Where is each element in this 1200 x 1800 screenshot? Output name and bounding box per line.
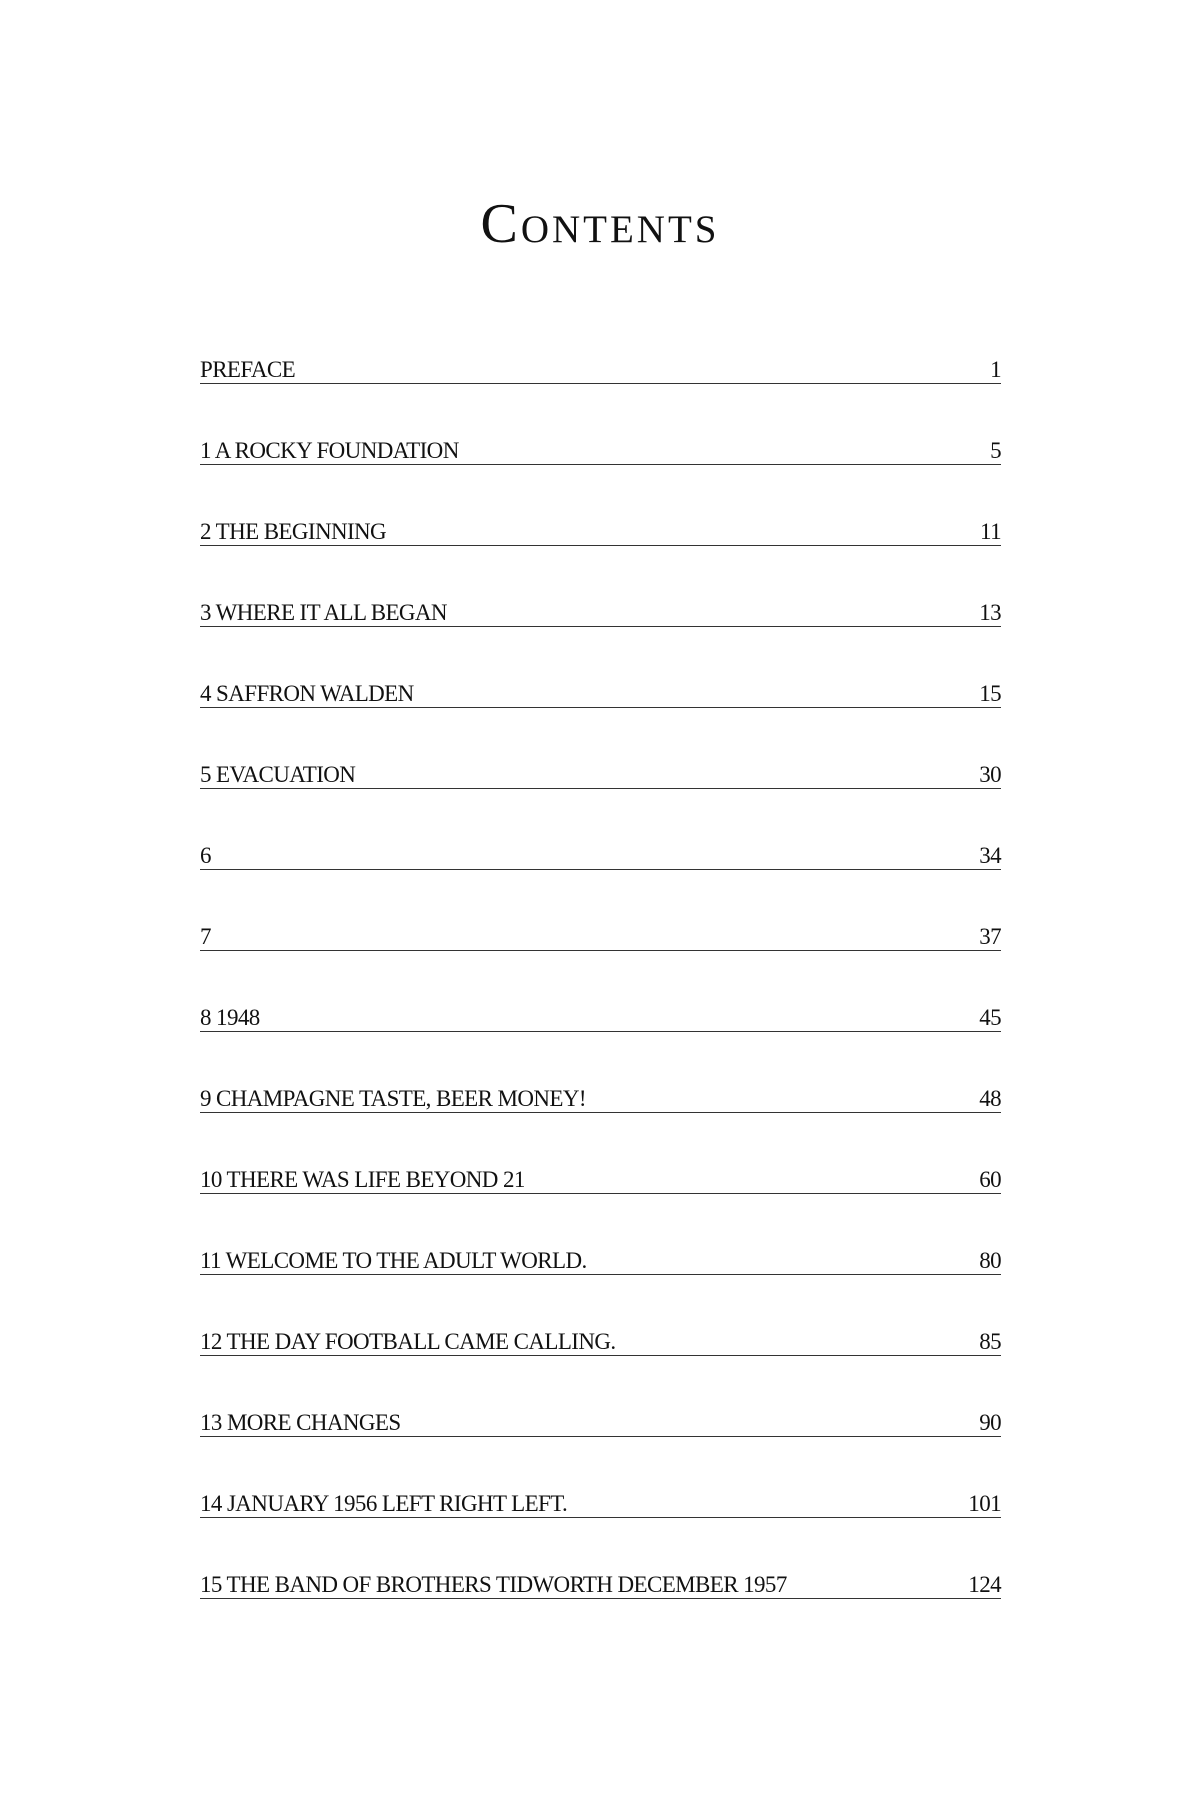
toc-entry-page: 80 [979,1248,1001,1273]
toc-entry-title: 15 THE BAND OF BROTHERS TIDWORTH DECEMBER 1957 [200,1573,787,1596]
toc-entry[interactable] [200,907,1001,988]
toc-entry[interactable] [200,583,1001,664]
toc-row[interactable] [200,433,1001,465]
table-of-contents [200,340,1001,1636]
toc-entry[interactable] [200,1474,1001,1555]
toc-row[interactable] [200,595,1001,627]
toc-entry[interactable] [200,1231,1001,1312]
toc-entry[interactable] [200,745,1001,826]
toc-entry[interactable] [200,1150,1001,1231]
toc-entry-page: 101 [968,1491,1001,1516]
toc-row[interactable] [200,1000,1001,1032]
toc-entry[interactable] [200,502,1001,583]
toc-entry[interactable] [200,1069,1001,1150]
toc-entry[interactable] [200,988,1001,1069]
toc-entry-title: 2 THE BEGINNING [200,520,387,543]
toc-row[interactable] [200,1162,1001,1194]
toc-entry[interactable] [200,826,1001,907]
toc-entry[interactable] [200,421,1001,502]
toc-entry-page: 45 [979,1005,1001,1030]
toc-entry[interactable] [200,1393,1001,1474]
toc-row[interactable] [200,757,1001,789]
toc-entry-title: 11 WELCOME TO THE ADULT WORLD. [200,1249,587,1272]
toc-entry-page: 13 [979,600,1001,625]
toc-entry-title: 12 THE DAY FOOTBALL CAME CALLING. [200,1330,616,1353]
toc-entry[interactable] [200,1555,1001,1636]
toc-row[interactable] [200,1405,1001,1437]
toc-entry-title: 10 THERE WAS LIFE BEYOND 21 [200,1168,525,1191]
toc-entry-title: 5 EVACUATION [200,763,356,786]
toc-entry-title: 3 WHERE IT ALL BEGAN [200,601,447,624]
toc-entry-title: 6 [200,844,211,867]
toc-entry-page: 60 [979,1167,1001,1192]
toc-entry-title: 1 A ROCKY FOUNDATION [200,439,459,462]
toc-entry-page: 1 [990,357,1001,382]
toc-entry[interactable] [200,664,1001,745]
toc-row[interactable] [200,1324,1001,1356]
toc-entry-page: 30 [979,762,1001,787]
toc-row[interactable] [200,676,1001,708]
toc-entry-title: 9 CHAMPAGNE TASTE, BEER MONEY! [200,1087,586,1110]
page-title: Contents [480,193,720,255]
toc-row[interactable] [200,352,1001,384]
toc-entry-page: 124 [968,1572,1001,1597]
toc-entry-page: 48 [979,1086,1001,1111]
toc-entry-title: 14 JANUARY 1956 LEFT RIGHT LEFT. [200,1492,568,1515]
toc-entry[interactable] [200,340,1001,421]
toc-entry-title: PREFACE [200,358,296,381]
toc-entry-page: 11 [980,519,1001,544]
toc-entry-page: 37 [979,924,1001,949]
toc-entry-title: 4 SAFFRON WALDEN [200,682,414,705]
toc-entry-page: 90 [979,1410,1001,1435]
toc-row[interactable] [200,1486,1001,1518]
toc-row[interactable] [200,838,1001,870]
toc-entry-title: 7 [200,925,211,948]
toc-entry-title: 8 1948 [200,1006,260,1029]
toc-row[interactable] [200,919,1001,951]
toc-entry-page: 34 [979,843,1001,868]
toc-row[interactable] [200,1243,1001,1275]
toc-entry-page: 5 [990,438,1001,463]
toc-entry[interactable] [200,1312,1001,1393]
toc-row[interactable] [200,1567,1001,1599]
toc-entry-title: 13 MORE CHANGES [200,1411,401,1434]
toc-entry-page: 85 [979,1329,1001,1354]
toc-row[interactable] [200,514,1001,546]
toc-row[interactable] [200,1081,1001,1113]
toc-entry-page: 15 [979,681,1001,706]
